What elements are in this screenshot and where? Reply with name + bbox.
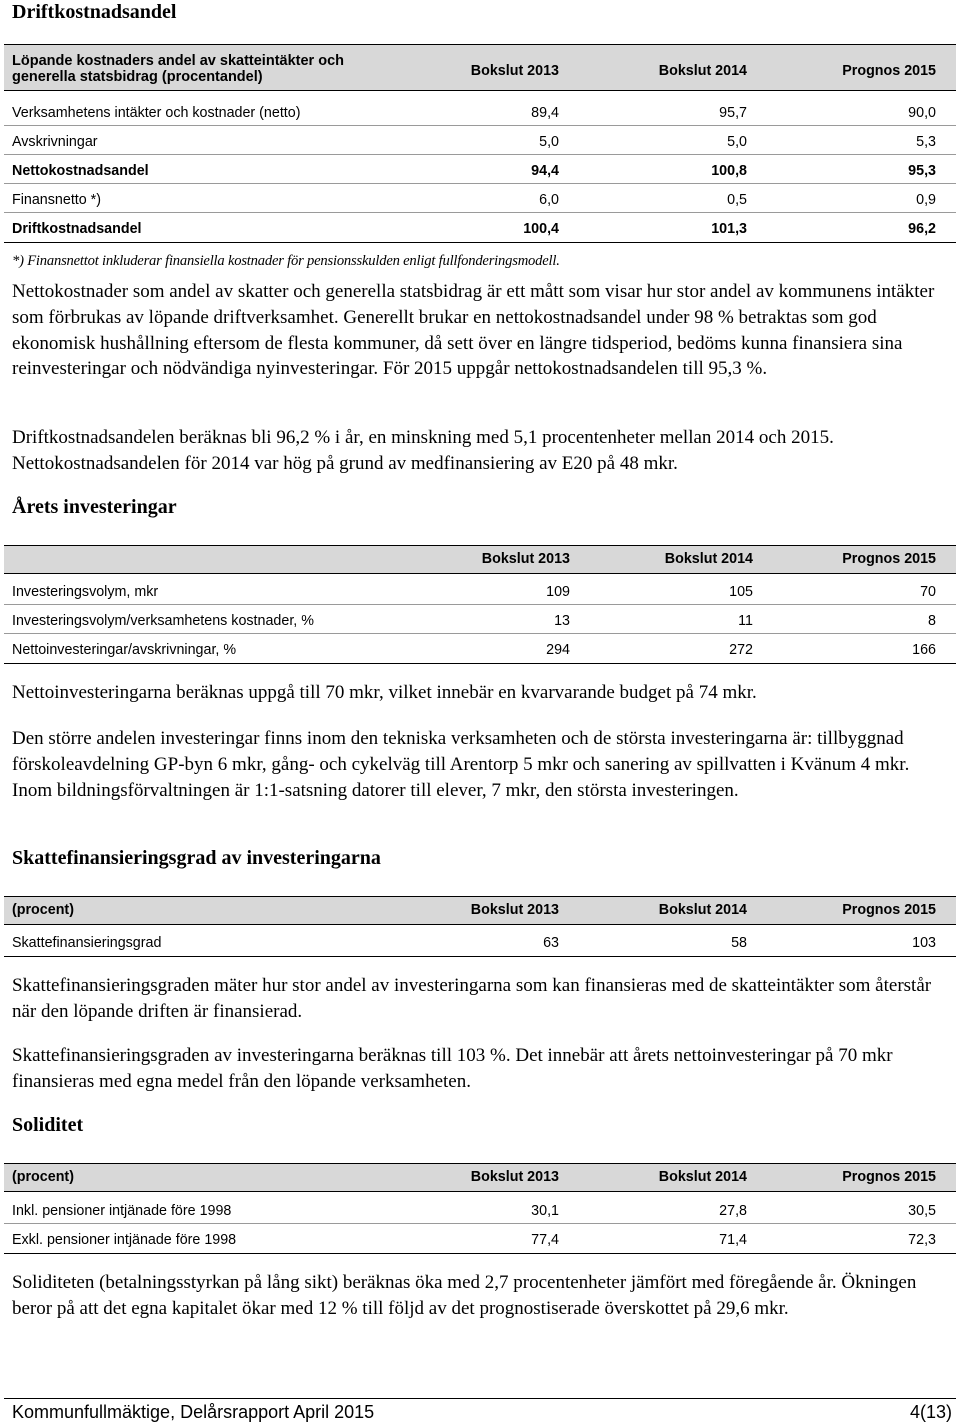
column-header: Bokslut 2013	[470, 63, 559, 79]
row-value: 72,3	[908, 1232, 936, 1248]
row-value: 94,4	[531, 163, 559, 179]
row-label: Avskrivningar	[12, 134, 98, 150]
row-divider	[4, 242, 956, 243]
column-header: Prognos 2015	[842, 551, 936, 567]
row-value: 11	[738, 613, 753, 629]
row-value: 294	[546, 642, 570, 658]
table-header-rule	[4, 573, 956, 574]
row-value: 8	[928, 613, 936, 629]
row-value: 30,5	[908, 1203, 936, 1219]
row-value: 13	[554, 613, 570, 629]
body-paragraph: Skattefinansieringsgraden av investeringarna beräknas till 103 %. Det innebär att årets nettoinvesteringar på 70 mkr finansieras med egna medel från den löpande verksamheten.	[12, 1045, 893, 1092]
row-label: Nettokostnadsandel	[12, 163, 149, 179]
page-title: Driftkostnadsandel	[12, 1, 177, 23]
table-header-rule	[4, 90, 956, 91]
row-value: 27,8	[719, 1203, 747, 1219]
body-paragraph: Nettokostnader som andel av skatter och generella statsbidrag är ett mått som visar hur stor andel av kommunens intäkter som förbrukas av löpande driftverksamhet. Generellt brukar en nettokostnadsandel under 98 % betraktas som god ekonomisk hushållning eftersom de flesta kommuner, då sett över en längre tidsperiod, bedöms kunna finansiera sina reinvesteringar och nödvändiga nyinvesteringar. För 2015 uppgår nettokostnadsandelen till 95,3 %.	[12, 281, 935, 380]
body-paragraph: Den större andelen investeringar finns inom den tekniska verksamheten och de största investeringarna är: tillbyggnad förskoleavdelning GP-byn 6 mkr, gång- och cykelväg till Arentorp 5 mkr och sanering av spillvatten i Kvänum 4 mkr. Inom bildningsförvaltningen är 1:1-satsning datorer till elever, 7 mkr, den största investeringen.	[12, 728, 910, 801]
row-divider	[4, 956, 956, 957]
row-label: Skattefinansieringsgrad	[12, 935, 162, 951]
row-value: 5,3	[916, 134, 936, 150]
row-value: 63	[543, 935, 559, 951]
column-header: Bokslut 2014	[664, 551, 753, 567]
row-label: Investeringsvolym/verksamhetens kostnader, %	[12, 613, 314, 629]
page-number: 4(13)	[909, 1402, 952, 1422]
row-divider	[4, 1253, 956, 1254]
table-header-rule	[4, 1191, 956, 1192]
row-value: 71,4	[719, 1232, 747, 1248]
row-label: Nettoinvesteringar/avskrivningar, %	[12, 642, 237, 658]
row-divider	[4, 633, 956, 634]
body-paragraph: Driftkostnadsandelen beräknas bli 96,2 % i år, en minskning med 5,1 procentenheter mellan 2014 och 2015. Nettokostnadsandelen för 2014 var hög på grund av medfinansiering av E20 på 48 mkr.	[12, 427, 834, 474]
row-label: Driftkostnadsandel	[12, 221, 142, 237]
row-value: 6,0	[539, 192, 559, 208]
section-heading: Soliditet	[12, 1114, 84, 1136]
row-value: 95,3	[908, 163, 936, 179]
row-divider	[4, 212, 956, 213]
column-header: Prognos 2015	[842, 1169, 936, 1185]
table-footnote: *) Finansnettot inkluderar finansiella kostnader för pensionsskulden enligt fullfonderingsmodell.	[12, 253, 560, 269]
table-header-band	[4, 545, 956, 574]
column-header: Bokslut 2014	[658, 902, 747, 918]
column-header: Prognos 2015	[842, 902, 936, 918]
row-divider	[4, 663, 956, 664]
table-header-rule	[4, 924, 956, 925]
body-paragraph: Soliditeten (betalningsstyrkan på lång sikt) beräknas öka med 2,7 procentenheter jämfört med föregående år. Ökningen beror på att det egna kapitalet ökar med 12 % till följd av det prognostiserade överskottet på 29,6 mkr.	[12, 1272, 917, 1319]
row-divider	[4, 125, 956, 126]
column-header: Bokslut 2013	[470, 1169, 559, 1185]
column-header: Bokslut 2014	[658, 1169, 747, 1185]
row-value: 89,4	[531, 105, 559, 121]
table-header-label: (procent)	[12, 1169, 74, 1185]
row-value: 5,0	[727, 134, 747, 150]
header-label-line1: Löpande kostnaders andel av skatteintäkter och	[12, 53, 344, 69]
row-value: 90,0	[908, 105, 936, 121]
row-value: 105	[729, 584, 753, 600]
row-label: Exkl. pensioner intjänade före 1998	[12, 1232, 237, 1248]
row-value: 0,5	[727, 192, 747, 208]
table-header-label: (procent)	[12, 902, 74, 918]
row-value: 96,2	[908, 221, 936, 237]
column-header: Bokslut 2013	[481, 551, 570, 567]
row-value: 58	[731, 935, 747, 951]
row-label: Finansnetto *)	[12, 192, 102, 208]
row-value: 30,1	[531, 1203, 559, 1219]
row-value: 70	[920, 584, 936, 600]
row-value: 109	[546, 584, 570, 600]
section-heading: Skattefinansieringsgrad av investeringarna	[12, 847, 381, 869]
section-heading: Årets investeringar	[12, 496, 177, 518]
row-value: 103	[912, 935, 936, 951]
row-divider	[4, 604, 956, 605]
row-divider	[4, 154, 956, 155]
row-divider	[4, 1223, 956, 1224]
column-header: Bokslut 2013	[470, 902, 559, 918]
column-header: Prognos 2015	[842, 63, 936, 79]
row-value: 101,3	[711, 221, 747, 237]
footer-left: Kommunfullmäktige, Delårsrapport April 2015	[12, 1402, 375, 1422]
row-label: Inkl. pensioner intjänade före 1998	[12, 1203, 232, 1219]
row-value: 166	[912, 642, 936, 658]
row-value: 100,8	[711, 163, 747, 179]
table-header-label	[12, 53, 344, 85]
row-label: Investeringsvolym, mkr	[12, 584, 159, 600]
body-paragraph: Skattefinansieringsgraden mäter hur stor andel av investeringarna som kan finansieras med de skatteintäkter som återstår när den löpande driften är finansierad.	[12, 975, 932, 1022]
header-label-line2: generella statsbidrag (procentandel)	[12, 69, 263, 85]
row-value: 272	[729, 642, 753, 658]
row-value: 95,7	[719, 105, 747, 121]
row-label: Verksamhetens intäkter och kostnader (netto)	[12, 105, 301, 121]
body-paragraph: Nettoinvesteringarna beräknas uppgå till 70 mkr, vilket innebär en kvarvarande budget på 74 mkr.	[12, 682, 757, 703]
footer-rule	[4, 1398, 956, 1399]
row-value: 77,4	[531, 1232, 559, 1248]
row-value: 5,0	[539, 134, 559, 150]
column-header: Bokslut 2014	[658, 63, 747, 79]
row-divider	[4, 183, 956, 184]
row-value: 0,9	[916, 192, 936, 208]
row-value: 100,4	[523, 221, 559, 237]
